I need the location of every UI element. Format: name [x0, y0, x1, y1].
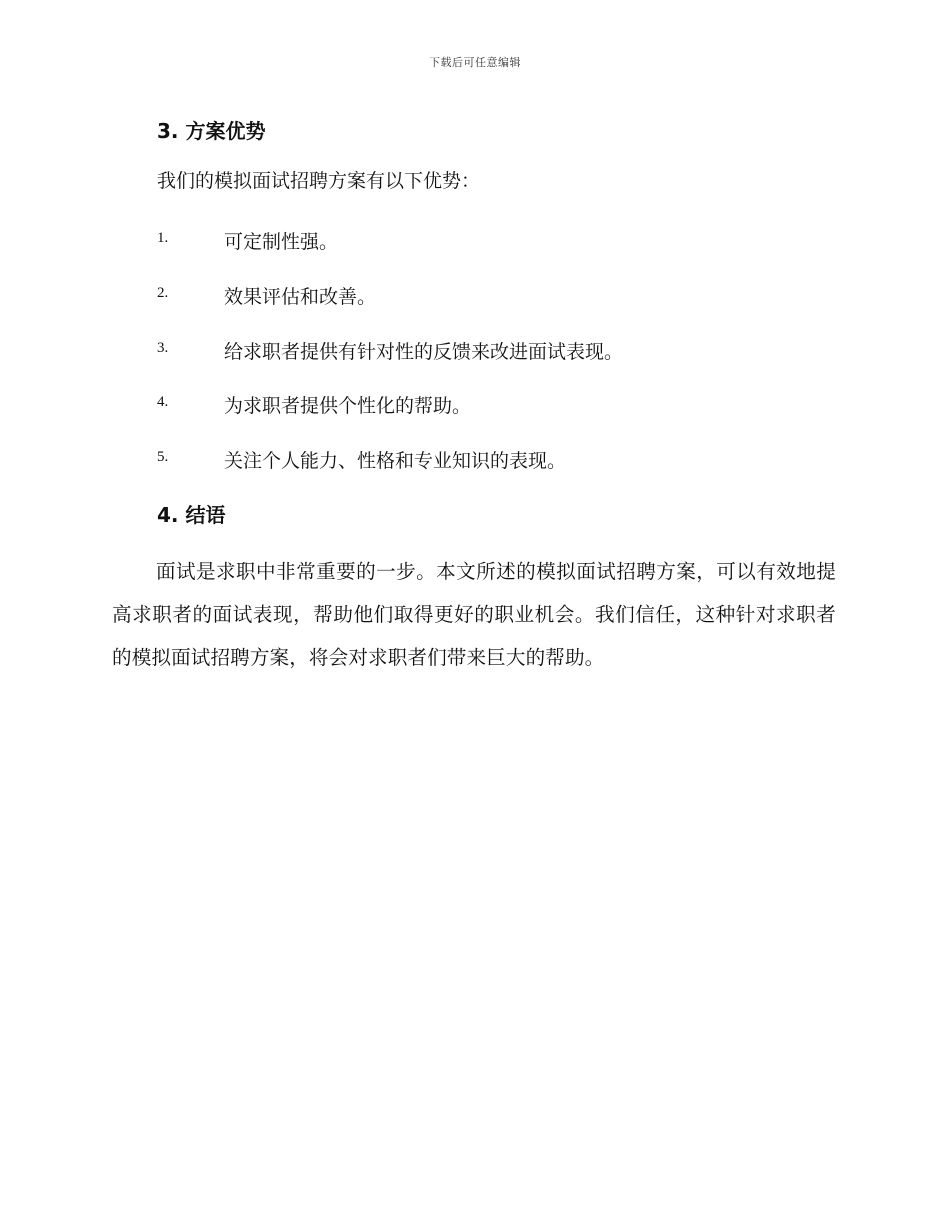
list-item-text: 给求职者提供有针对性的反馈来改进面试表现。	[224, 341, 624, 363]
list-item-number: 2.	[157, 285, 169, 301]
list-item-text: 为求职者提供个性化的帮助。	[224, 395, 472, 417]
page-header: 下载后可任意编辑	[429, 56, 521, 69]
conclusion-paragraph: 面试是求职中非常重要的一步。本文所述的模拟面试招聘方案，可以有效地提高求职者的面试表现，帮助他们取得更好的职业机会。我们信任，这种针对求职者的模拟面试招聘方案，将会对求职者们带来巨大的帮助。	[112, 560, 836, 669]
list-item-number: 3.	[157, 340, 169, 356]
list-item-number: 5.	[157, 449, 169, 465]
list-item-number: 4.	[157, 394, 169, 410]
section-3-intro: 我们的模拟面试招聘方案有以下优势：	[157, 170, 481, 192]
list-item-number: 1.	[157, 230, 169, 246]
section-4-heading: 4. 结语	[157, 503, 226, 527]
list-item-text: 效果评估和改善。	[224, 286, 377, 308]
section-3-heading: 3. 方案优势	[157, 119, 266, 143]
list-item-text: 关注个人能力、性格和专业知识的表现。	[224, 450, 567, 472]
list-item-text: 可定制性强。	[224, 231, 339, 253]
